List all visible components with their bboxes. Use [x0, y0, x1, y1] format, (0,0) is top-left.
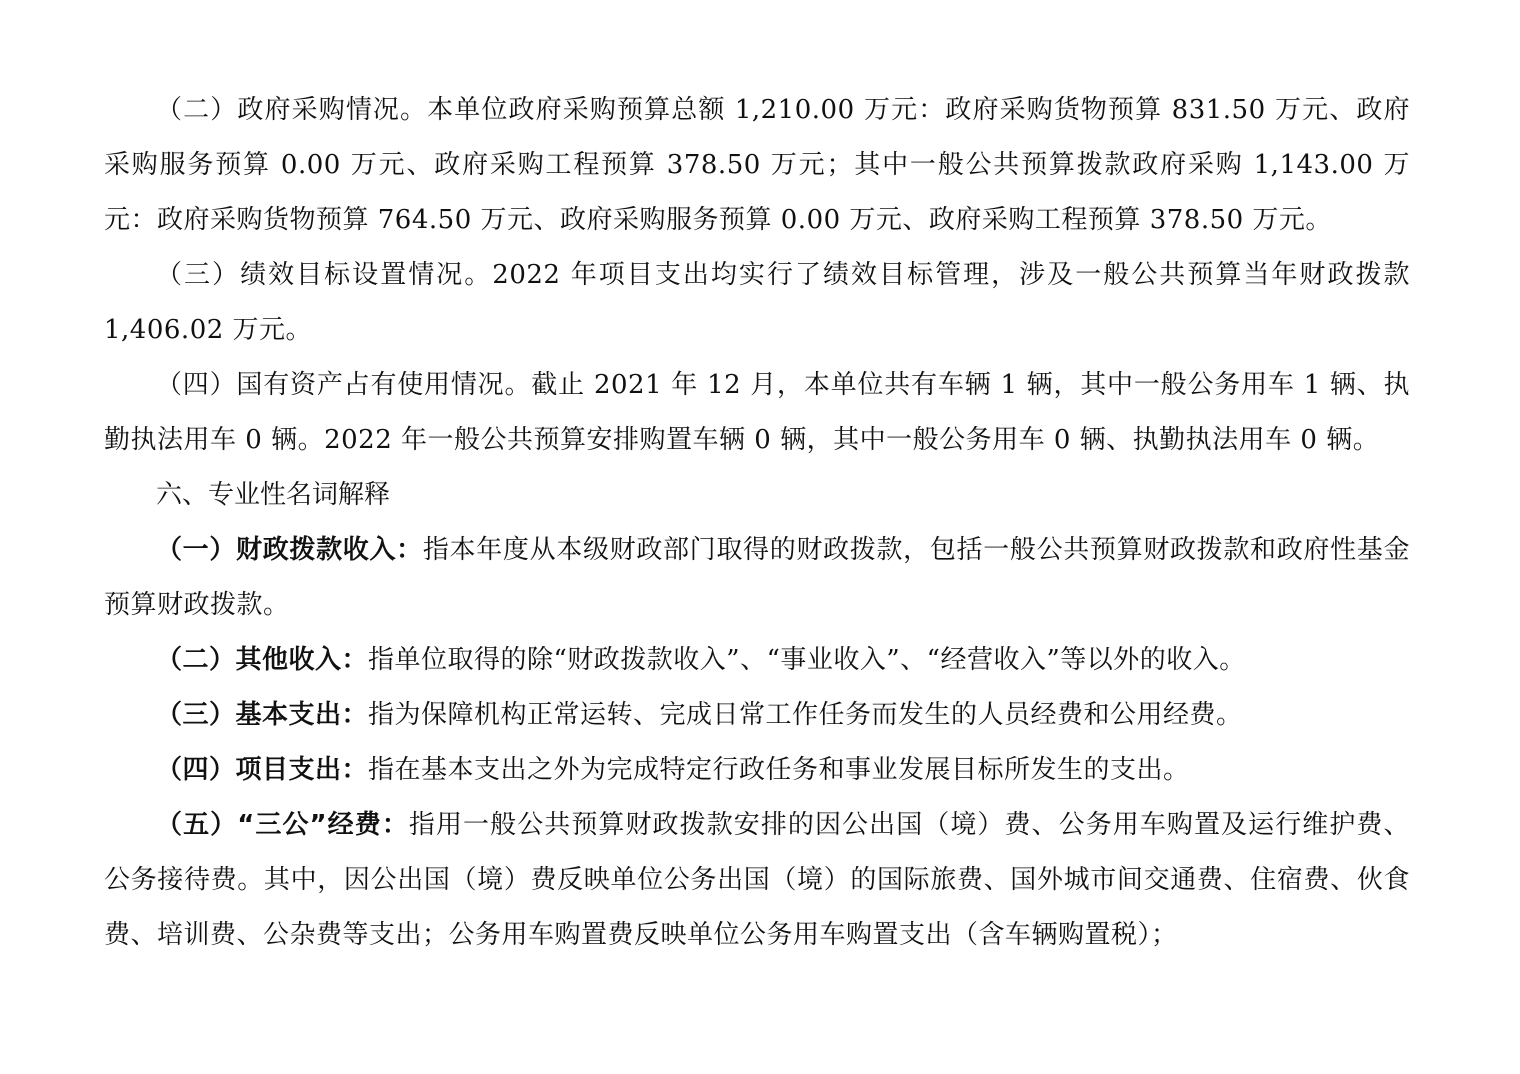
term-definition: 指用一般公共预算财政拨款安排的因公出国（境）费、公务用车购置及运行维护费、公务接待费。其中，因公出国（境）费反映单位公务出国（境）的国际旅费、国外城市间交通费、住宿费、伙食费、培训费、公杂费等支出；公务用车购置费反映单位公务用车购置支出（含车辆购置税）；	[104, 810, 1410, 950]
paragraph-government-procurement: （二）政府采购情况。本单位政府采购预算总额 1,210.00 万元：政府采购货物预算 831.50 万元、政府采购服务预算 0.00 万元、政府采购工程预算 378.50 万元；其中一般公共预算拨款政府采购 1,143.00 万元：政府采购货物预算 764.50 万元、政府采购服务预算 0.00 万元、政府采购工程预算 378.50 万元。	[104, 95, 1410, 235]
term-definition: 指本年度从本级财政部门取得的财政拨款，包括一般公共预算财政拨款和政府性基金预算财政拨款。	[104, 535, 1410, 620]
document-page	[104, 83, 1410, 963]
term-three-public-expenses	[104, 798, 1410, 963]
term-basic-expenditure	[104, 688, 1410, 743]
term-project-expenditure	[104, 743, 1410, 798]
term-definition: 指为保障机构正常运转、完成日常工作任务而发生的人员经费和公用经费。	[368, 700, 1243, 730]
paragraph-performance-targets: （三）绩效目标设置情况。2022 年项目支出均实行了绩效目标管理，涉及一般公共预算当年财政拨款 1,406.02 万元。	[104, 260, 1410, 345]
term-definition: 指单位取得的除“财政拨款收入”、“事业收入”、“经营收入”等以外的收入。	[368, 645, 1246, 675]
term-other-income	[104, 633, 1410, 688]
term-label: （四）项目支出：	[156, 755, 369, 785]
term-label: （五）“三公”经费：	[156, 810, 409, 840]
term-fiscal-appropriation-income	[104, 523, 1410, 633]
term-label: （一）财政拨款收入：	[156, 535, 423, 565]
section-heading-terms: 六、专业性名词解释	[156, 480, 391, 510]
paragraph-state-assets: （四）国有资产占有使用情况。截止 2021 年 12 月，本单位共有车辆 1 辆，其中一般公务用车 1 辆、执勤执法用车 0 辆。2022 年一般公共预算安排购置车辆 0 辆，其中一般公务用车 0 辆、执勤执法用车 0 辆。	[104, 370, 1410, 455]
term-definition: 指在基本支出之外为完成特定行政任务和事业发展目标所发生的支出。	[368, 755, 1190, 785]
term-label: （三）基本支出：	[156, 700, 369, 730]
term-label: （二）其他收入：	[156, 645, 369, 675]
